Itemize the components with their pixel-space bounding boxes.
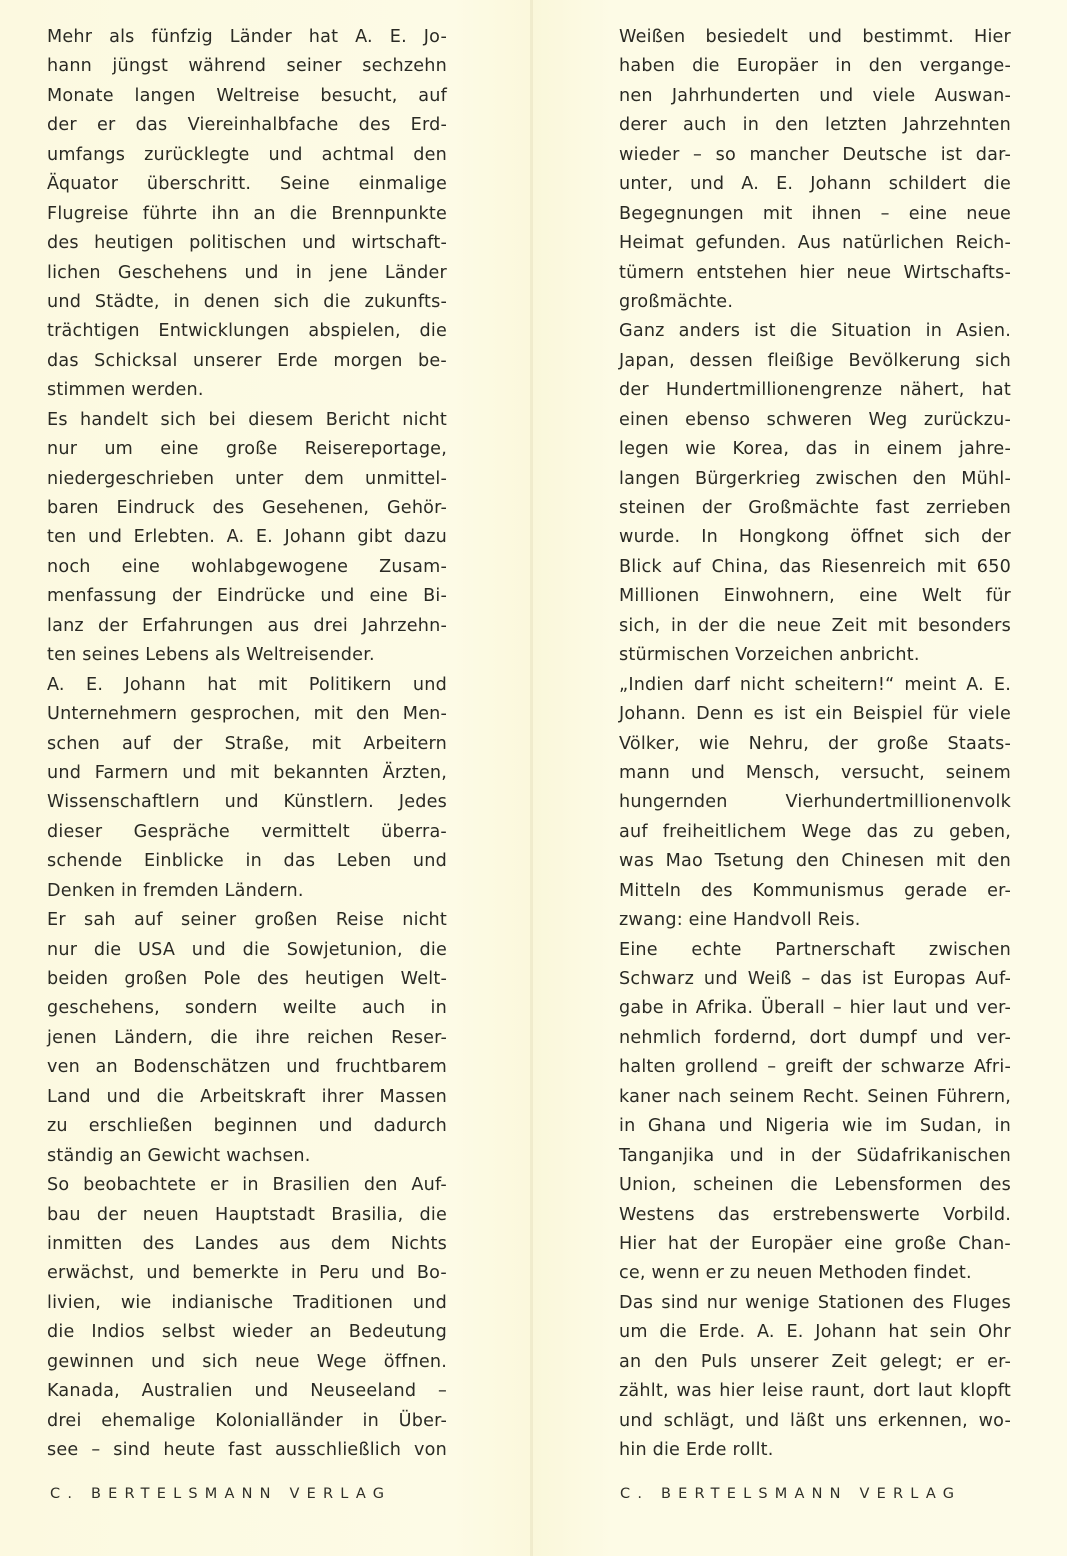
text-line: wieder – so mancher Deutsche ist dar- [619, 144, 1011, 165]
text-line: Unternehmern gesprochen, mit den Men- [47, 704, 447, 725]
text-line: mann und Mensch, versucht, seinem [619, 762, 1011, 783]
text-line: Denken in fremden Ländern. [47, 880, 304, 901]
text-line: nehmlich fordernd, dort dumpf und ver- [619, 1027, 1011, 1048]
text-line: Japan, dessen fleißige Bevölkerung sich [619, 350, 1011, 371]
text-line: gabe in Afrika. Überall – hier laut und ver- [619, 998, 1011, 1019]
text-line: ten und Erlebten. A. E. Johann gibt dazu [47, 527, 447, 548]
text-line: nur die USA und die Sowjetunion, die [47, 939, 447, 960]
text-line: jenen Ländern, die ihre reichen Reser- [47, 1027, 447, 1048]
text-line: Kanada, Australien und Neuseeland – [47, 1381, 447, 1402]
text-line: und Städte, in denen sich die zukunfts- [47, 291, 447, 312]
text-line: Land und die Arbeitskraft ihrer Massen [47, 1086, 447, 1107]
text-line: menfassung der Eindrücke und eine Bi- [47, 586, 447, 607]
text-line: wurde. In Hongkong öffnet sich der [619, 527, 1011, 548]
text-line: tümern entstehen hier neue Wirtschafts- [619, 262, 1011, 283]
text-line: an den Puls unserer Zeit gelegt; er er- [619, 1351, 1011, 1372]
text-line: Westens das erstrebenswerte Vorbild. [619, 1204, 1011, 1225]
text-line: Mitteln des Kommunismus gerade er- [619, 880, 1011, 901]
text-line: Schwarz und Weiß – das ist Europas Auf- [619, 969, 1011, 989]
text-line: Johann. Denn es ist ein Beispiel für viele [619, 704, 1011, 725]
text-line: das Schicksal unserer Erde morgen be- [47, 350, 447, 371]
text-line: Union, scheinen die Lebensformen des [619, 1175, 1011, 1196]
text-line: sich, in der die neue Zeit mit besonders [619, 615, 1011, 636]
text-line: Weißen besiedelt und bestimmt. Hier [619, 27, 1011, 47]
text-line: kaner nach seinem Recht. Seinen Führern, [619, 1086, 1011, 1107]
text-line: dieser Gespräche vermittelt überra- [47, 821, 447, 842]
text-line: trächtigen Entwicklungen abspielen, die [47, 321, 447, 342]
text-line: niedergeschrieben unter dem unmittel- [47, 468, 447, 489]
text-line: und schlägt, und läßt uns erkennen, wo- [619, 1410, 1011, 1431]
text-line: Eine echte Partnerschaft zwischen [619, 939, 1011, 960]
text-line: in Ghana und Nigeria wie im Sudan, in [619, 1116, 1011, 1137]
page-gutter [530, 0, 533, 1556]
text-line: livien, wie indianische Traditionen und [47, 1292, 447, 1313]
text-line: lichen Geschehens und in jene Länder [47, 262, 447, 283]
left-text-column [47, 23, 447, 1465]
text-line: noch eine wohlabgewogene Zusam- [47, 556, 447, 577]
text-line: ven an Bodenschätzen und fruchtbarem [47, 1057, 447, 1078]
text-line: „Indien darf nicht scheitern!“ meint A. E. [619, 674, 1011, 695]
right-text-column [619, 23, 1011, 1465]
text-line: großmächte. [619, 291, 734, 312]
text-line: drei ehemalige Kolonialländer in Über- [47, 1410, 447, 1431]
text-line: umfangs zurücklegte und achtmal den [47, 144, 447, 165]
text-line: zählt, was hier leise raunt, dort laut klopft [619, 1381, 1011, 1402]
text-line: derer auch in den letzten Jahrzehnten [619, 115, 1011, 136]
text-line: zwang: eine Handvoll Reis. [619, 910, 861, 931]
text-line: hungernden Vierhundertmillionenvolk [619, 792, 1011, 813]
text-line: Es handelt sich bei diesem Bericht nicht [47, 409, 447, 430]
text-line: zu erschließen beginnen und dadurch [47, 1116, 447, 1137]
text-line: Millionen Einwohnern, eine Welt für [619, 586, 1011, 607]
publisher-footer-left: C. BERTELSMANN VERLAG [50, 1486, 392, 1502]
text-line: schende Einblicke in das Leben und [47, 851, 447, 872]
text-line: beiden großen Pole des heutigen Welt- [47, 969, 447, 989]
text-line: geschehens, sondern weilte auch in [47, 998, 447, 1019]
text-line: Äquator überschritt. Seine einmalige [47, 174, 447, 195]
text-line: was Mao Tsetung den Chinesen mit den [619, 851, 1011, 872]
text-line: see – sind heute fast ausschließlich von [47, 1440, 447, 1460]
text-line: ständig an Gewicht wachsen. [47, 1145, 311, 1166]
text-line: auf freiheitlichem Wege das zu geben, [619, 821, 1011, 842]
text-line: langen Bürgerkrieg zwischen den Mühl- [619, 468, 1011, 489]
text-line: um die Erde. A. E. Johann hat sein Ohr [619, 1322, 1011, 1343]
text-line: inmitten des Landes aus dem Nichts [47, 1233, 447, 1254]
publisher-footer-right: C. BERTELSMANN VERLAG [620, 1486, 962, 1502]
text-line: nur um eine große Reisereportage, [47, 439, 447, 460]
text-line: stimmen werden. [47, 380, 204, 401]
text-line: Ganz anders ist die Situation in Asien. [619, 321, 1011, 342]
text-line: bau der neuen Hauptstadt Brasilia, die [47, 1204, 447, 1225]
text-line: und Farmern und mit bekannten Ärzten, [47, 762, 447, 783]
text-line: Monate langen Weltreise besucht, auf [47, 85, 447, 106]
text-line: ten seines Lebens als Weltreisender. [47, 645, 375, 666]
text-line: Völker, wie Nehru, der große Staats- [619, 733, 1011, 754]
text-line: erwächst, und bemerkte in Peru und Bo- [47, 1263, 447, 1284]
text-line: Blick auf China, das Riesenreich mit 650 [619, 556, 1011, 577]
text-line: des heutigen politischen und wirtschaft- [47, 233, 447, 254]
text-line: halten grollend – greift der schwarze Afri- [619, 1057, 1011, 1078]
text-line: Flugreise führte ihn an die Brennpunkte [47, 203, 447, 224]
text-line: Hier hat der Europäer eine große Chan- [619, 1233, 1011, 1254]
text-line: baren Eindruck des Gesehenen, Gehör- [47, 498, 447, 518]
text-line: schen auf der Straße, mit Arbeitern [47, 733, 447, 754]
text-line: einen ebenso schweren Weg zurückzu- [619, 409, 1011, 430]
text-line: stürmischen Vorzeichen anbricht. [619, 645, 920, 666]
text-line: der Hundertmillionengrenze nähert, hat [619, 380, 1011, 401]
text-line: Heimat gefunden. Aus natürlichen Reich- [619, 233, 1011, 254]
text-line: Das sind nur wenige Stationen des Fluges [619, 1292, 1011, 1313]
text-line: A. E. Johann hat mit Politikern und [47, 674, 447, 695]
text-line: steinen der Großmächte fast zerrieben [619, 498, 1011, 518]
text-line: hin die Erde rollt. [619, 1440, 774, 1460]
text-line: Begegnungen mit ihnen – eine neue [619, 203, 1011, 224]
text-line: gewinnen und sich neue Wege öffnen. [47, 1351, 447, 1372]
text-line: legen wie Korea, das in einem jahre- [619, 439, 1011, 460]
text-line: Wissenschaftlern und Künstlern. Jedes [47, 792, 447, 813]
text-line: haben die Europäer in den vergange- [619, 56, 1011, 77]
text-line: unter, und A. E. Johann schildert die [619, 174, 1011, 195]
text-line: So beobachtete er in Brasilien den Auf- [47, 1175, 447, 1196]
text-line: Er sah auf seiner großen Reise nicht [47, 910, 447, 931]
text-line: Tanganjika und in der Südafrikanischen [619, 1145, 1011, 1166]
text-line: der er das Viereinhalbfache des Erd- [47, 115, 447, 136]
text-line: hann jüngst während seiner sechzehn [47, 56, 447, 77]
text-line: die Indios selbst wieder an Bedeutung [47, 1322, 447, 1343]
text-line: lanz der Erfahrungen aus drei Jahrzehn- [47, 615, 447, 636]
text-line: nen Jahrhunderten und viele Auswan- [619, 85, 1011, 106]
text-line: ce, wenn er zu neuen Methoden findet. [619, 1263, 972, 1284]
text-line: Mehr als fünfzig Länder hat A. E. Jo- [47, 27, 447, 47]
